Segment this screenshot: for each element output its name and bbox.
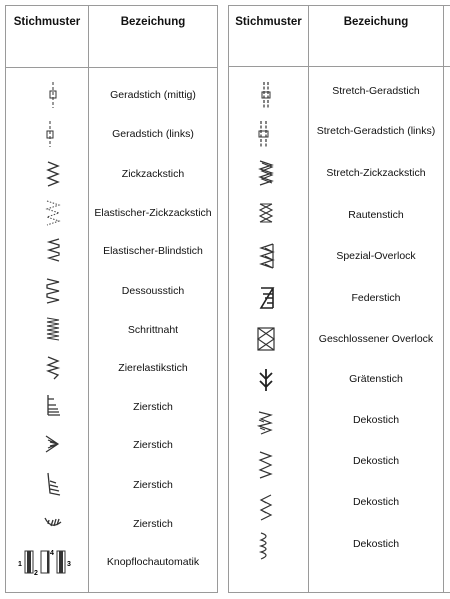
step-number: 3 [67, 561, 71, 568]
stitch-label: Knopflochautomatik [106, 556, 200, 568]
stitch-label: Zierstich [133, 518, 173, 530]
stitch-table-left [5, 5, 218, 593]
decorative-elastic-icon [44, 357, 62, 379]
header-stichmuster: Stichmuster [13, 16, 81, 28]
elastic-blind-icon [45, 239, 61, 263]
header-stichmuster: Stichmuster [235, 16, 302, 28]
stretch-straight-icon [259, 82, 273, 108]
deco-1-icon [257, 412, 275, 436]
stitch-label: Zierstich [133, 439, 173, 451]
stitch-label: Zickzackstich [121, 168, 185, 180]
stitch-table-right [228, 5, 450, 593]
stitch-label: Schrittnaht [127, 324, 179, 336]
stitch-label: Dekostich [352, 538, 400, 550]
stitch-label: Geradstich (mittig) [110, 89, 196, 101]
column-divider [443, 6, 444, 592]
stitch-label: Stretch-Geradstich (links) [316, 125, 436, 137]
stitch-label: Rautenstich [348, 209, 404, 221]
deco-2-icon [257, 452, 275, 478]
stretch-zigzag-icon [258, 161, 274, 187]
header-divider [229, 66, 450, 67]
step-number: 2 [34, 570, 38, 577]
stitch-label: Zierelastikstich [118, 362, 188, 374]
stitch-label: Geschlossener Overlock [318, 333, 434, 345]
stitch-label: Dekostich [352, 496, 400, 508]
step-number: 4 [50, 550, 54, 557]
decorative-3-icon [44, 473, 62, 497]
stitch-label: Dessousstich [121, 285, 185, 297]
stitch-label: Elastischer-Blindstich [103, 245, 203, 257]
decorative-2-icon [44, 434, 62, 456]
stitch-label: Zierstich [133, 401, 173, 413]
straight-center-icon [46, 82, 60, 108]
stitch-label: Dekostich [352, 414, 400, 426]
header-divider [6, 67, 217, 68]
header-bezeichung: Bezeichung [120, 16, 186, 28]
stitch-label: Spezial-Overlock [336, 250, 416, 262]
diamond-icon [258, 202, 274, 226]
stitch-label: Zierstich [133, 479, 173, 491]
herringbone-icon [257, 369, 275, 391]
feather-icon [257, 286, 275, 310]
stitch-label: Elastischer-Zickzackstich [94, 207, 212, 219]
elastic-zigzag-icon [45, 201, 61, 225]
header-bezeichung: Bezeichung [343, 16, 409, 28]
deco-3-icon [257, 495, 275, 521]
stitch-label: Stretch-Geradstich [332, 85, 420, 97]
buttonhole-icon [18, 548, 80, 576]
step-number: 1 [18, 561, 22, 568]
crotch-seam-icon [45, 318, 61, 342]
stitch-label: Federstich [351, 292, 401, 304]
stretch-straight-left-icon [259, 121, 273, 147]
decorative-4-icon [43, 514, 63, 534]
stitch-label: Stretch-Zickzackstich [326, 167, 426, 179]
lingerie-icon [45, 279, 61, 303]
stitch-label: Dekostich [352, 455, 400, 467]
stitch-label: Geradstich (links) [112, 128, 194, 140]
zigzag-icon [46, 162, 60, 186]
closed-overlock-icon [257, 327, 275, 351]
decorative-1-icon [44, 395, 62, 419]
deco-4-icon [257, 533, 275, 559]
stitch-label: Grätenstich [349, 373, 403, 385]
straight-left-icon [46, 121, 60, 147]
special-overlock-icon [257, 244, 275, 268]
